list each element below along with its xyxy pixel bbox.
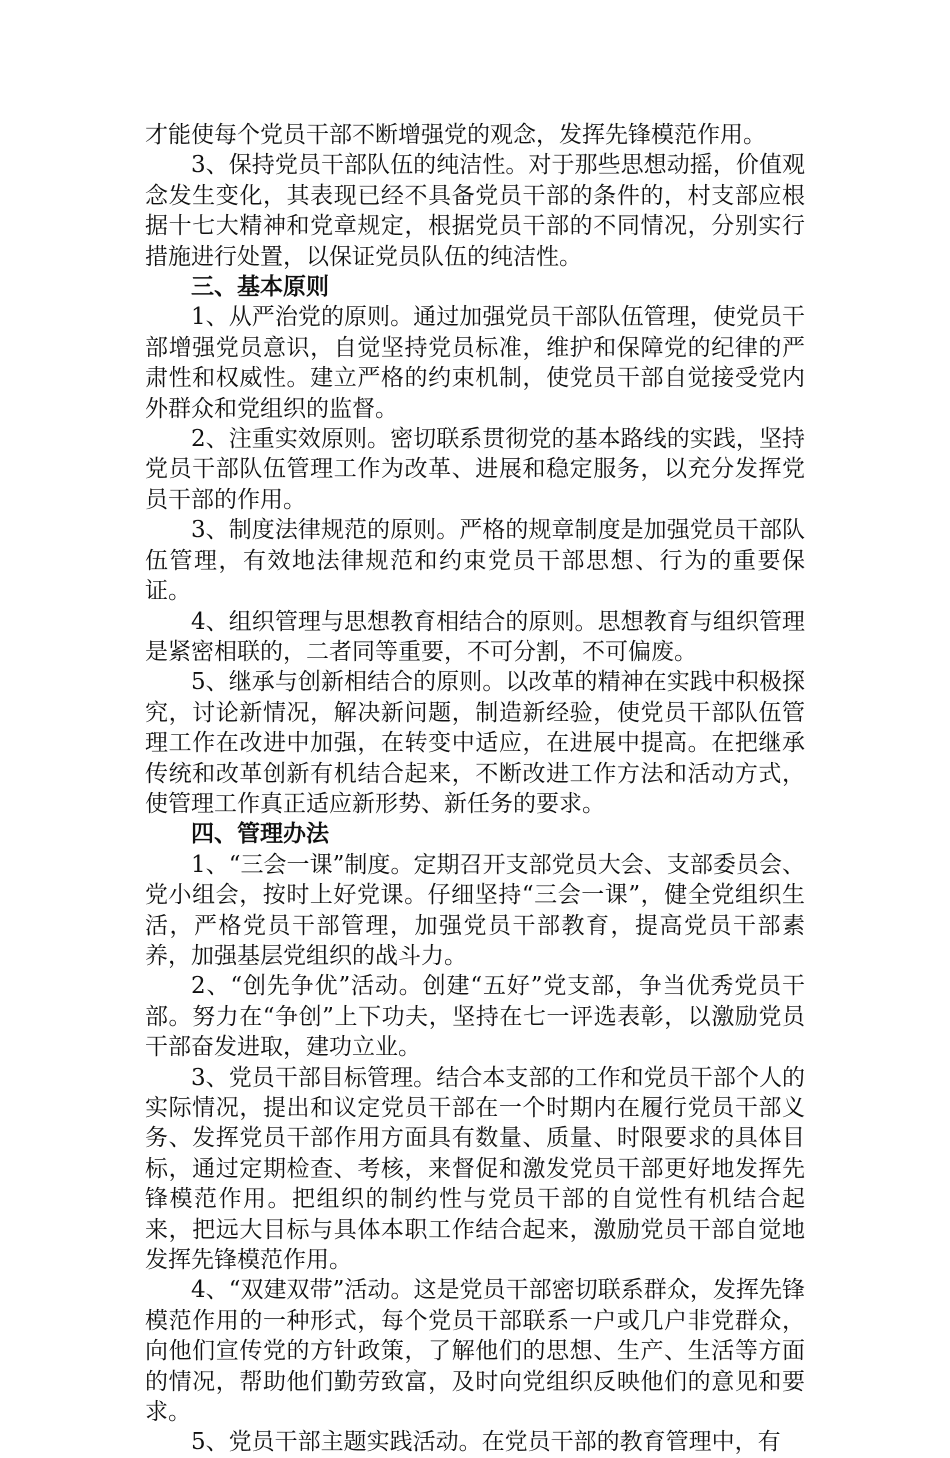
principle-item: 1、从严治党的原则。通过加强党员干部队伍管理，使党员干部增强党员意识，自觉坚持党员标准，维护和保障党的纪律的严肃性和权威性。建立严格的约束机制，使党员干部自觉接受党内外群众和党组织的监督。 bbox=[145, 304, 805, 422]
principle-item: 2、注重实效原则。密切联系贯彻党的基本路线的实践，坚持党员干部队伍管理工作为改革、进展和稳定服务，以充分发挥党员干部的作用。 bbox=[145, 426, 805, 513]
principle-item: 4、组织管理与思想教育相结合的原则。思想教育与组织管理是紧密相联的，二者同等重要，不可分割，不可偏废。 bbox=[145, 608, 805, 665]
section-heading-basic-principles: 三、基本原则 bbox=[191, 274, 329, 301]
paragraph-purity: 3、保持党员干部队伍的纯洁性。对于那些思想动摇，价值观念发生变化，其表现已经不具备党员干部的条件的，村支部应根据十七大精神和党章规定，根据党员干部的不同情况，分别实行措施进行处置，以保证党员队伍的纯洁性。 bbox=[145, 152, 805, 270]
section-heading-management-methods: 四、管理办法 bbox=[191, 821, 329, 848]
method-item: 2、“创先争优”活动。创建“五好”党支部，争当优秀党员干部。努力在“争创”上下功夫，坚持在七一评选表彰，以激励党员干部奋发进取，建功立业。 bbox=[145, 973, 805, 1061]
principle-item: 5、继承与创新相结合的原则。以改革的精神在实践中积极探究，讨论新情况，解决新问题，制造新经验，使党员干部队伍管理工作在改进中加强，在转变中适应，在进展中提高。在把继承传统和改革创新有机结合起来，不断改进工作方法和活动方式，使管理工作真正适应新形势、新任务的要求。 bbox=[145, 669, 805, 817]
method-item: 5、党员干部主题实践活动。在党员干部的教育管理中，有 bbox=[191, 1429, 781, 1456]
method-item: 3、党员干部目标管理。结合本支部的工作和党员干部个人的实际情况，提出和议定党员干部在一个时期内在履行党员干部义务、发挥党员干部作用方面具有数量、质量、时限要求的具体目标，通过定期检查、考核，来督促和激发党员干部更好地发挥先锋模范作用。把组织的制约性与党员干部的自觉性有机结合起来，把远大目标与具体本职工作结合起来，激励党员干部自觉地发挥先锋模范作用。 bbox=[145, 1064, 805, 1274]
method-item: 1、“三会一课”制度。定期召开支部党员大会、支部委员会、党小组会，按时上好党课。仔细坚持“三会一课”，健全党组织生活，严格党员干部管理，加强党员干部教育，提高党员干部素养，加强基层党组织的战斗力。 bbox=[145, 851, 805, 969]
document-page bbox=[145, 120, 805, 1458]
principle-item: 3、制度法律规范的原则。严格的规章制度是加强党员干部队伍管理，有效地法律规范和约束党员干部思想、行为的重要保证。 bbox=[145, 517, 805, 605]
paragraph-intro: 才能使每个党员干部不断增强党的观念，发挥先锋模范作用。 bbox=[145, 122, 766, 148]
method-item: 4、“双建双带”活动。这是党员干部密切联系群众，发挥先锋模范作用的一种形式，每个党员干部联系一户或几户非党群众，向他们宣传党的方针政策，了解他们的思想、生产、生活等方面的情况，帮助他们勤劳致富，及时向党组织反映他们的意见和要求。 bbox=[145, 1277, 805, 1426]
